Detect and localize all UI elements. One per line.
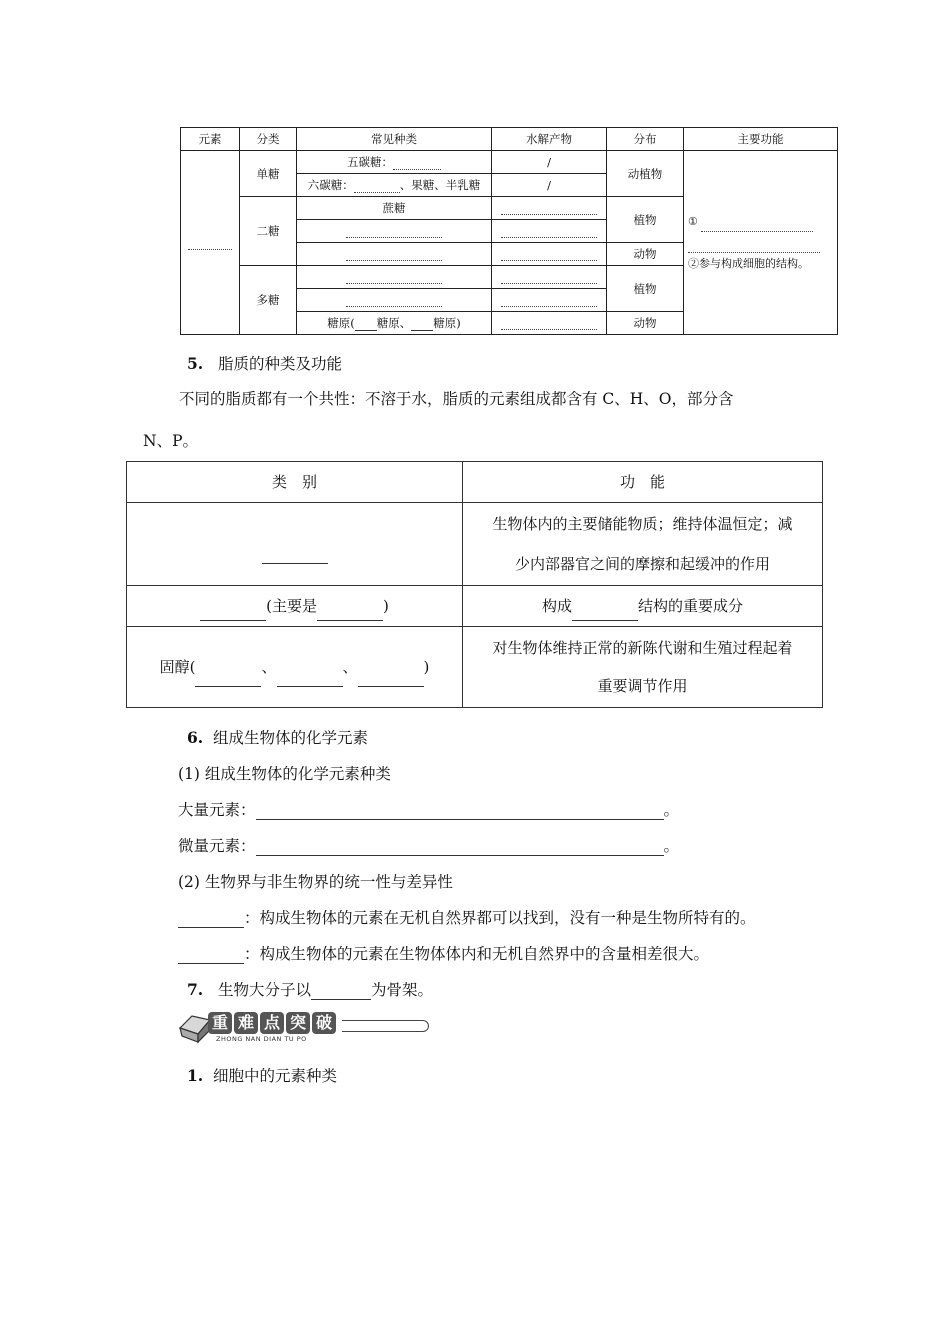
major-elements: 大量元素： 。 [178,801,680,819]
hydrolysis-blank [492,243,607,266]
unity-line: ：构成生物体的元素在无机自然界都可以找到，没有一种是生物所特有的。 [178,906,756,928]
difference-line: ：构成生物体的元素在生物体体内和无机自然界中的含量相差很大。 [178,942,709,964]
sterol-function: 对生物体维持正常的新陈代谢和生殖过程起着 重要调节作用 [463,627,823,708]
section-5-heading: 5. 脂质的种类及功能 [187,354,342,373]
col-header: 功 能 [463,462,823,503]
phospholipid-function: 构成 结构的重要成分 [463,586,823,627]
carbohydrate-table [180,127,838,335]
col-header: 水解产物 [492,128,607,151]
lipid-table [126,461,823,708]
hydrolysis-blank [492,266,607,289]
col-header: 类 别 [127,462,463,503]
hydrolysis-blank [492,289,607,312]
col-header: 元素 [181,128,240,151]
hexose-cell: 六碳糖： 、果糖、半乳糖 [297,174,492,197]
section-6-sub2: (2) 生物界与非生物界的统一性与差异性 [178,873,453,891]
section-5-paragraph: 不同的脂质都有一个共性：不溶于水，脂质的元素组成都含有 C、H、O，部分含 [179,390,734,408]
fat-function: 生物体内的主要储能物质；维持体温恒定；减 少内部器官之间的摩擦和起缓冲的作用 [463,503,823,586]
section-6-heading: 6. 组成生物体的化学元素 [187,728,369,747]
phospholipid-type: (主要是 ) [127,586,463,627]
section-1-heading: 1. 细胞中的元素种类 [187,1066,338,1085]
col-header: 常见种类 [297,128,492,151]
poly-plant: 植物 [607,266,684,312]
di-label: 二糖 [240,197,297,266]
sucrose-cell: 蔗糖 [297,197,492,220]
mono-label: 单糖 [240,151,297,197]
hydrolysis-cell: / [492,174,607,197]
di-animal: 动物 [607,243,684,266]
minor-elements: 微量元素： 。 [178,837,680,855]
function-cell: ① ②参与构成细胞的结构。 [684,151,838,335]
banner-char: 点 [260,1012,284,1034]
poly-animal: 动物 [607,312,684,335]
banner-title [208,1012,336,1034]
col-header: 主要功能 [684,128,838,151]
disaccharide-blank [297,243,492,266]
banner-pinyin: ZHONG NAN DIAN TU PO [216,1035,307,1043]
section-5-paragraph-cont: N、P。 [143,432,198,450]
banner-char: 难 [234,1012,258,1034]
di-plant: 植物 [607,197,684,243]
section-6-sub1: (1) 组成生物体的化学元素种类 [178,765,391,783]
poly-label: 多糖 [240,266,297,335]
banner-char: 突 [286,1012,310,1034]
banner-char: 破 [312,1012,336,1034]
hydrolysis-blank [492,197,607,220]
element-blank [181,151,240,335]
section-7-heading: 7. 生物大分子以 为骨架。 [187,980,433,999]
banner-tail [342,1020,429,1032]
sterol-type: 固醇( 、 、 ) [127,627,463,708]
mono-distribution: 动植物 [607,151,684,197]
key-points-banner [176,1010,430,1046]
hydrolysis-blank [492,220,607,243]
banner-char: 重 [208,1012,232,1034]
disaccharide-blank [297,220,492,243]
polysaccharide-blank [297,266,492,289]
glycogen-cell: 糖原( 糖原、 糖原) [297,312,492,335]
polysaccharide-blank [297,289,492,312]
col-header: 分布 [607,128,684,151]
hydrolysis-cell: / [492,151,607,174]
pentose-cell: 五碳糖： [297,151,492,174]
lipid-type-blank [127,503,463,586]
hydrolysis-blank [492,312,607,335]
col-header: 分类 [240,128,297,151]
